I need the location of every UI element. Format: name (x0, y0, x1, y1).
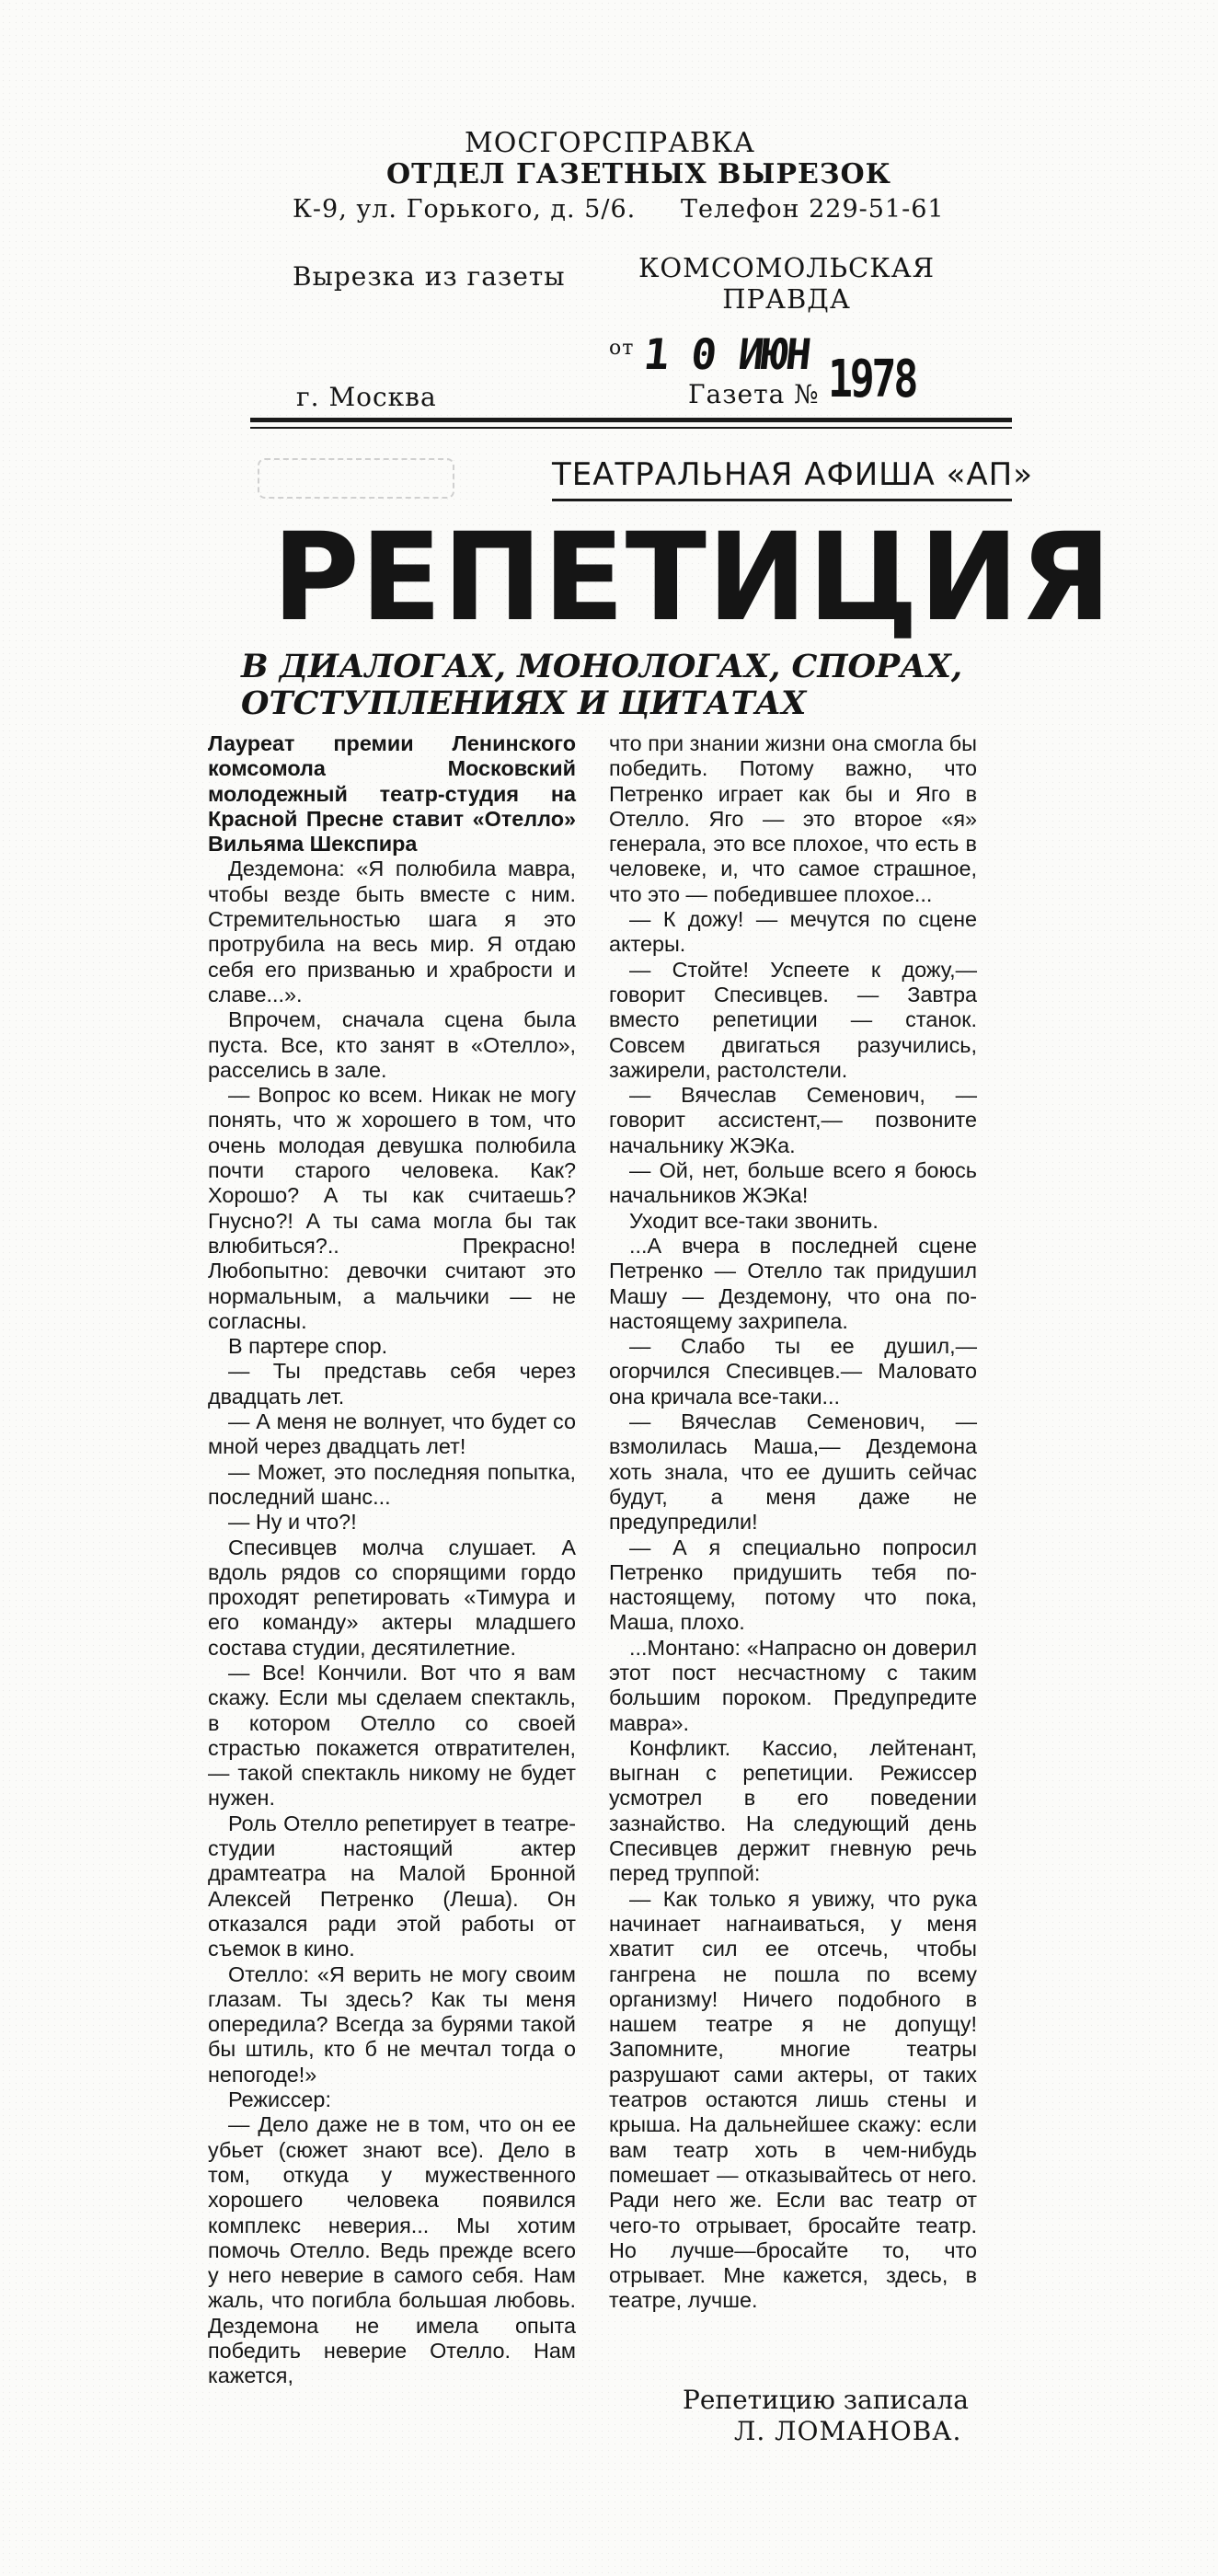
article-paragraph: — Ты представь себя через двадцать лет. (208, 1359, 576, 1409)
article-paragraph: ...А вчера в последней сцене Петренко — Отелло так придушил Машу — Дездемону, что она по-настоящему захрипела. (609, 1233, 977, 1333)
department-name: ОТДЕЛ ГАЗЕТНЫХ ВЫРЕЗОК (386, 158, 891, 190)
rubric-title: ТЕАТРАЛЬНАЯ АФИША «АП» (552, 456, 1034, 493)
agency-phone: Телефон 229-51-61 (681, 195, 945, 224)
header-divider-thin (250, 427, 1012, 429)
article-paragraph: — Ну и что?! (228, 1510, 357, 1535)
article-paragraph: Отелло: «Я верить не могу своим глазам. Ты здесь? Как ты меня опередила? Всегда за бурями такой бы штиль, кто б не мечтал тогда о непогоде!» (208, 1961, 576, 2087)
article-subtitle: В ДИАЛОГАХ, МОНОЛОГАХ, СПОРАХ, ОТСТУПЛЕНИЯХ И ЦИТАТАХ (241, 648, 963, 722)
article-paragraph: — Стойте! Успеете к дожу,— говорит Спесивцев. — Завтра вместо репетиции — станок. Совсем двигаться разучились, зажирели, растолстели. (609, 957, 977, 1082)
article-lead: Лауреат премии Ленинского комсомола Московский молодежный театр-студия на Красной Пресне ставит «Отелло» Вильяма Шекспира (208, 731, 576, 857)
date-prefix: от (609, 337, 635, 360)
article-paragraph: Режиссер: (228, 2087, 331, 2112)
article-paragraph: — Слабо ты ее душил,— огорчился Спесивцев.— Маловато она кричала все-таки... (609, 1334, 977, 1409)
year-stamp: 1978 (828, 350, 916, 409)
article-paragraph: ...Монтано: «Напрасно он доверил этот пост несчастному с таким большим пороком. Предупредите мавра». (609, 1635, 977, 1735)
agency-address: К-9, ул. Горького, д. 5/6. (293, 195, 637, 224)
newspaper-number-label: Газета № (688, 379, 820, 409)
article-paragraph: — Вопрос ко всем. Никак не могу понять, что ж хорошего в том, что очень молодая девушка полюбила почти старого человека. Как? Хорошо? А ты как считаешь? Гнусно?! А ты сама могла бы так влюбиться?.. Прекрасно! Любопытно: девочки считают это нормальным, а мальчики — не согласны. (208, 1083, 576, 1333)
faded-print-artifact (258, 458, 454, 499)
article-paragraph: Уходит все-таки звонить. (629, 1208, 879, 1233)
article-paragraph: что при знании жизни она смогла бы победить. Потому важно, что Петренко играет как бы и Яго в Отелло. Яго — это второе «я» генерала, это все плохое, что есть в человеке, и, что самое страшное, что это — победившее плохое... (609, 731, 977, 906)
agency-name: МОСГОРСПРАВКА (465, 127, 755, 159)
article-paragraph: — Ой, нет, больше всего я боюсь начальников ЖЭКа! (609, 1158, 977, 1208)
article-paragraph: Роль Отелло репетирует в театре-студии настоящий актер драмтеатра на Малой Бронной Алексей Петренко (Леша). Он отказался ради этой работы от съемок в кино. (208, 1811, 576, 1961)
rubric-underline (552, 499, 1012, 501)
newspaper-name: КОМСОМОЛЬСКАЯ ПРАВДА (638, 252, 936, 315)
article-paragraph: — Вячеслав Семенович, — говорит ассистент,— позвоните начальнику ЖЭКа. (609, 1083, 977, 1157)
article-paragraph: Спесивцев молча слушает. А вдоль рядов со спорящими гордо проходят репетировать «Тимура и его команду» актеры младшего состава студии, десятилетние. (208, 1535, 576, 1660)
article-paragraph: — Дело даже не в том, что он ее убьет (сюжет знают все). Дело в том, откуда у мужественного хорошего человека появился комплекс неверия... Мы хотим помочь Отелло. Ведь прежде всего у него неверие в самого себя. Нам жаль, что погибла большая любовь. Дездемона не имела опыта победить неверие Отелло. Нам кажется, (208, 2112, 576, 2388)
article-paragraph: — Все! Кончили. Вот что я вам скажу. Если мы сделаем спектакль, в котором Отелло со своей страстью покажется отвратителен,— такой спектакль никому не будет нужен. (208, 1660, 576, 1811)
article-paragraph: — К дожу! — мечутся по сцене актеры. (609, 907, 977, 957)
city-label: г. Москва (296, 382, 437, 412)
article-paragraph: — А меня не волнует, что будет со мной через двадцать лет! (208, 1409, 576, 1459)
article-paragraph: Конфликт. Кассио, лейтенант, выгнан с репетиции. Режиссер усмотрел в его поведении зазнайство. На следующий день Спесивцев держит гневную речь перед труппой: (609, 1735, 977, 1886)
header-divider-thick (250, 418, 1012, 422)
article-paragraph: — Вячеслав Семенович, — взмолилась Маша,— Дездемона хоть знала, что ее душить сейчас будут, а меня даже не предупредили! (609, 1409, 977, 1535)
article-paragraph: Дездемона: «Я полюбила мавра, чтобы везде быть вместе с ним. Стремительностью шага я это протрубила на весь мир. Я отдаю себя его призванью и храбрости и славе...». (208, 857, 576, 1006)
article-paragraph: В партере спор. (228, 1334, 388, 1359)
article-signature (683, 2385, 986, 2447)
article-paragraph: — А я специально попросил Петренко придушить тебя по-настоящему, потому что пока, Маша, плохо. (609, 1535, 977, 1635)
date-stamp: 1 0 ИЮН (641, 329, 812, 379)
signature-label: Репетицию записала (683, 2385, 969, 2415)
signature-name: Л. ЛОМАНОВА. (734, 2416, 962, 2446)
article-column-right (609, 731, 977, 2314)
article-headline: РЕПЕТИЦИЯ (272, 507, 1113, 649)
clipping-from-label: Вырезка из газеты (293, 261, 566, 292)
article-paragraph: — Может, это последняя попытка, последний шанс... (208, 1459, 576, 1509)
article-paragraph: — Как только я увижу, что рука начинает нагнаиваться, у меня хватит сил ее отсечь, чтобы гангрена не пошла по всему организму! Ничего подобного в нашем театре я не допущу! Запомните, многие театры разрушают сами актеры, от таких театров остаются лишь стены и крыша. На дальнейшее скажу: если вам театр хоть в чем-нибудь помешает — отказывайтесь от него. Ради него же. Если вас театр от чего-то отрывает, бросайте театр. Но лучше—бросайте то, что отрывает. Мне кажется, здесь, в театре, лучше. (609, 1886, 977, 2313)
article-column-left (208, 731, 576, 2389)
article-paragraph: Впрочем, сначала сцена была пуста. Все, кто занят в «Отелло», расселись в зале. (208, 1007, 576, 1082)
